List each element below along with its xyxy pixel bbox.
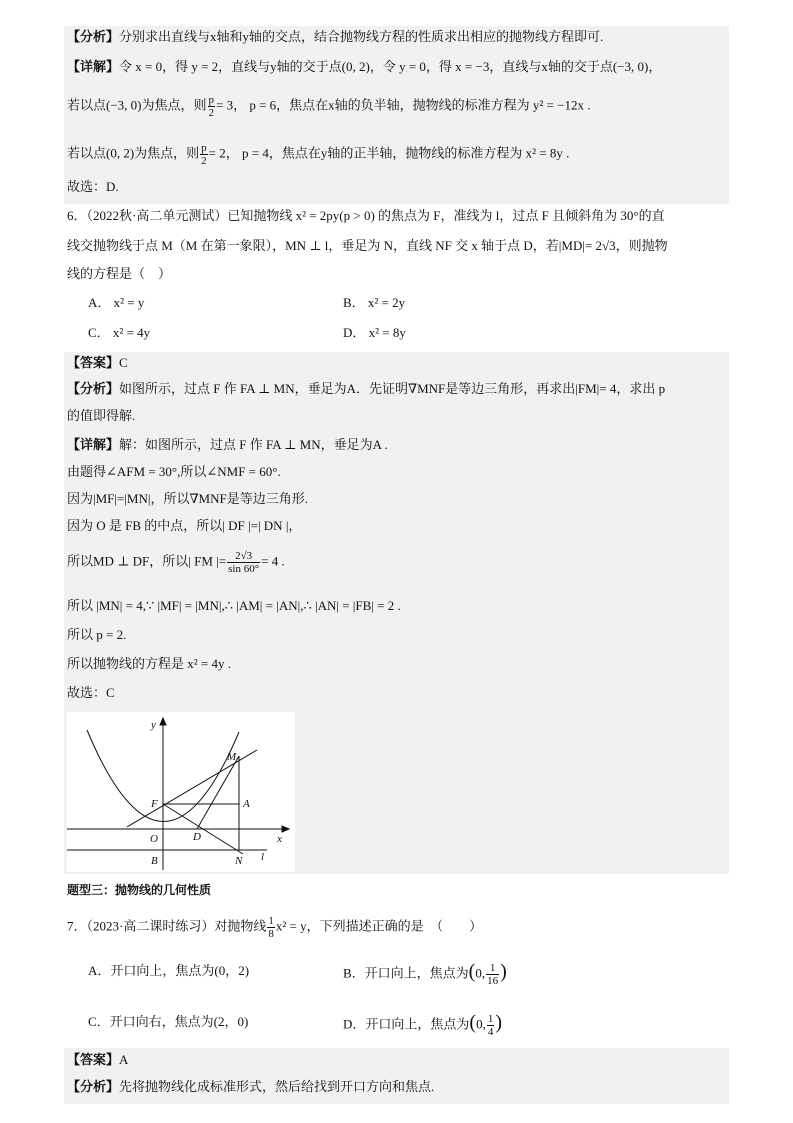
analysis-text: 分别求出直线与x轴和y轴的交点，结合抛物线方程的性质求出相应的抛物线方程即可. — [119, 29, 604, 44]
detail-text-1: 解：如图所示，过点 F 作 FA ⊥ MN，垂足为A . — [119, 437, 388, 452]
detail-line-4: 因为 O 是 FB 的中点，所以| DF |=| DN |， — [67, 518, 302, 533]
detail-line-2: 由题得∠AFM = 30°,所以∠NMF = 60°. — [67, 464, 281, 479]
detail-line-9: 故选：C — [67, 685, 115, 700]
detail-line-1 — [67, 58, 661, 76]
detail-text-2b: = 3， p = 6，焦点在x轴的负半轴，抛物线的标准方程为 y² = −12x . — [216, 97, 591, 113]
analysis-tag: 【分析】 — [67, 381, 120, 396]
x-axis-arrow — [282, 826, 289, 832]
analysis-line-2: 的值即得解. — [67, 408, 136, 423]
fm-text-b: = 4 . — [261, 553, 285, 569]
label-x: x — [277, 833, 282, 845]
parabola-diagram — [67, 712, 295, 872]
fraction-p-over-2-b: $\frac{p}{2}$ — [201, 142, 207, 167]
label-b: B — [151, 855, 158, 867]
detail-tag: 【详解】 — [67, 59, 120, 74]
label-y: y — [151, 719, 156, 731]
label-l: l — [261, 851, 265, 863]
fraction-1-over-8: $\frac{1}{8}$ — [268, 915, 274, 940]
detail-text-3b: = 2， p = 4，焦点在y轴的正半轴，抛物线的标准方程为 x² = 8y . — [208, 145, 570, 161]
detail-line-8: 所以抛物线的方程是 x² = 4y . — [67, 656, 231, 671]
q7-option-a: A．开口向上，焦点为(0，2) — [88, 963, 250, 978]
detail-line-fm — [67, 550, 285, 575]
label-f: F — [151, 798, 158, 810]
parabola-figure — [67, 712, 295, 872]
detail-tag: 【详解】 — [67, 437, 120, 452]
q7-option-c: C．开口向右，焦点为(2，0) — [88, 1014, 249, 1029]
q7-stem — [67, 915, 482, 940]
q6-option-d: D． x² = 8y — [343, 325, 406, 340]
fraction-1-over-16: $\frac{1}{16}$ — [487, 962, 499, 987]
fm-text-a: 所以MD ⊥ DF，所以| FM |= — [67, 553, 227, 569]
label-d: D — [193, 831, 201, 843]
analysis-line-1 — [67, 380, 665, 398]
q6-option-c: C． x² = 4y — [88, 325, 151, 340]
detail-line-3 — [67, 142, 569, 167]
detail-line-2 — [67, 94, 590, 119]
detail-text-2a: 若以点(−3, 0)为焦点，则 — [67, 97, 207, 113]
label-o: O — [150, 833, 158, 845]
q6-stem-3: 线的方程是（ ） — [67, 266, 172, 281]
fraction-p-over-2: $\frac{p}{2}$ — [208, 94, 214, 119]
section-heading: 题型三：抛物线的几何性质 — [67, 883, 212, 897]
analysis-line — [67, 28, 603, 46]
answer-line — [67, 354, 128, 372]
y-axis-arrow — [160, 718, 166, 725]
analysis-text: 先将抛物线化成标准形式，然后给找到开口方向和焦点. — [119, 1079, 435, 1094]
q6-stem-2: 线交抛物线于点 M（M 在第一象限），MN ⊥ l，垂足为 N，直线 NF 交 x 轴于点 D，若|MD|= 2√3，则抛物 — [67, 238, 668, 253]
analysis-line-3 — [67, 1078, 434, 1096]
q7-stem-a: 7．（2023·高二课时练习）对抛物线 — [67, 918, 267, 934]
line-through-f — [127, 750, 257, 827]
analysis-text-1: 如图所示，过点 F 作 FA ⊥ MN，垂足为A．先证明∇MNF是等边三角形，再求出|FM|= 4，求出 p — [119, 381, 666, 396]
analysis-tag: 【分析】 — [67, 1079, 120, 1094]
detail-line-6: 所以 |MN| = 4,∵ |MF| = |MN|,∴ |AM| = |AN|,∴ |AN| = |FB| = 2 . — [67, 598, 401, 613]
label-a: A — [243, 798, 250, 810]
detail-line-3: 因为|MF|=|MN|，所以∇MNF是等边三角形. — [67, 491, 308, 506]
label-m: M — [227, 751, 237, 763]
answer-value: A — [119, 1052, 129, 1067]
q6-option-a: A． x² = y — [88, 295, 145, 310]
detail-text-1: 令 x = 0，得 y = 2，直线与y轴的交于点(0, 2)，令 y = 0，得 x = −3，直线与x轴的交于点(−3, 0)， — [119, 59, 662, 74]
analysis-tag: 【分析】 — [67, 29, 120, 44]
label-n: N — [235, 855, 243, 867]
segment-md — [197, 756, 239, 829]
answer-tag: 【答案】 — [67, 1052, 120, 1067]
q6-stem-1: 6．（2022秋·高二单元测试）已知抛物线 x² = 2py(p > 0) 的焦点为 F，准线为 l，过点 F 且倾斜角为 30°的直 — [67, 208, 665, 223]
answer-value: C — [119, 355, 128, 370]
fraction-1-over-4: $\frac{1}{4}$ — [487, 1013, 494, 1038]
answer-line-3 — [67, 1051, 128, 1069]
q7-option-b: B．开口向上，焦点为(0, $\frac{1}{16}$ ) — [343, 960, 507, 987]
detail-line-1 — [67, 436, 388, 454]
q7-option-d: D．开口向上，焦点为(0, $\frac{1}{4}$ ) — [343, 1011, 502, 1038]
q7-stem-b: x² = y，下列描述正确的是 （ ） — [275, 918, 483, 934]
detail-line-7: 所以 p = 2. — [67, 627, 127, 642]
answer-tag: 【答案】 — [67, 355, 120, 370]
detail-text-3a: 若以点(0, 2)为焦点，则 — [67, 145, 200, 161]
q6-option-b: B． x² = 2y — [343, 295, 406, 310]
choice-line: 故选：D. — [67, 179, 119, 194]
fraction-fm: $\frac{2√3}{\sin 60^\circ}$ — [228, 550, 260, 575]
